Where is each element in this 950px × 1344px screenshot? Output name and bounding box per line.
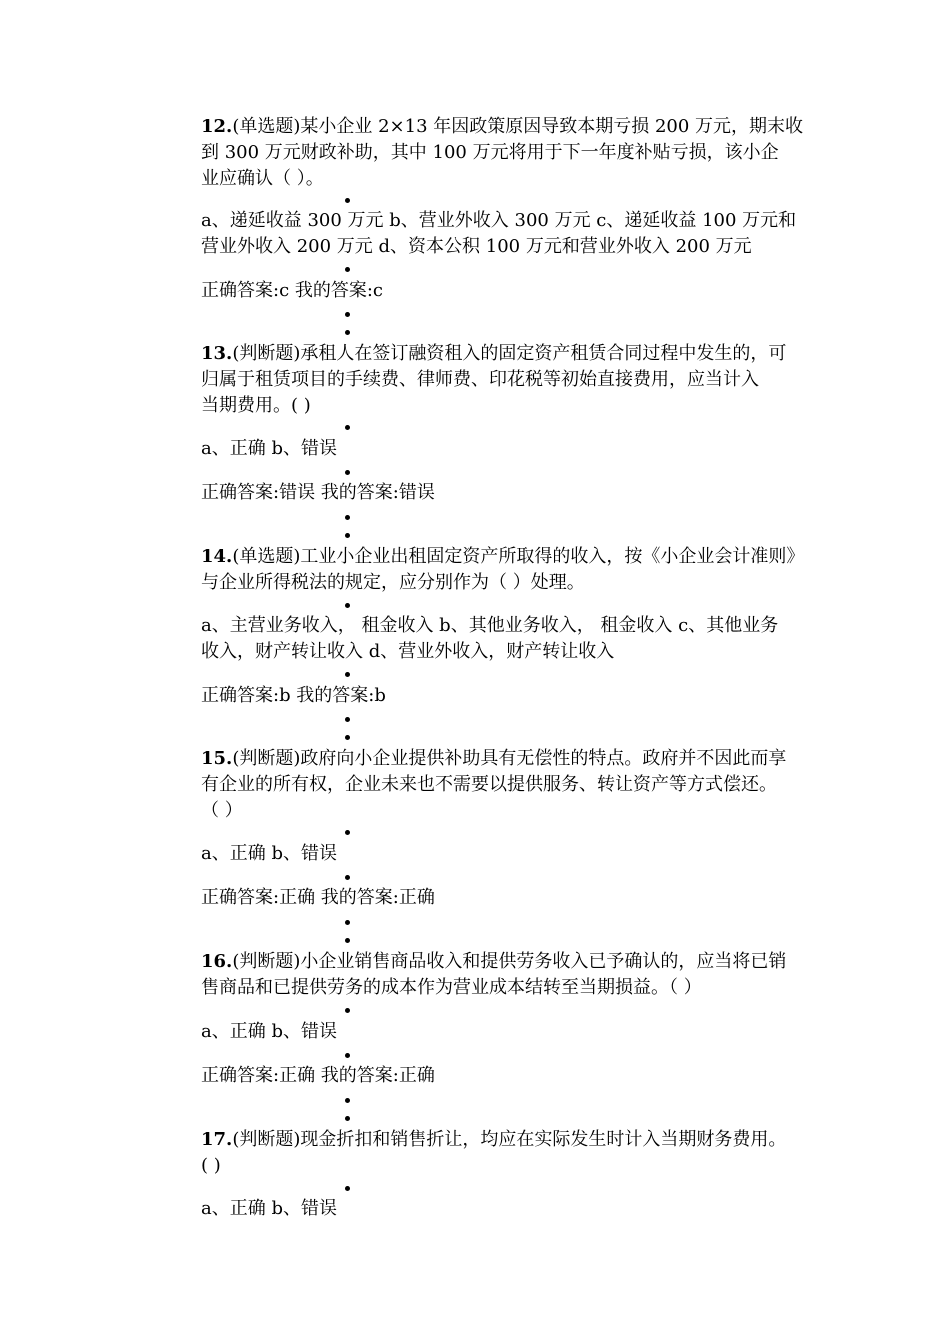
bullet-icon bbox=[345, 1008, 350, 1013]
option-line: a、主营业务收入， 租金收入 b、其他业务收入， 租金收入 c、其他业务 bbox=[201, 615, 779, 636]
question-15-options bbox=[201, 841, 815, 867]
bullet-icon bbox=[345, 470, 350, 475]
question-16-stem bbox=[201, 949, 815, 1001]
option-line: a、递延收益 300 万元 b、营业外收入 300 万元 c、递延收益 100 万元和 bbox=[201, 210, 797, 231]
stem-line: 政府向小企业提供补助具有无偿性的特点。政府并不因此而享 bbox=[300, 748, 787, 769]
question-15-stem bbox=[201, 746, 815, 824]
option-line: a、正确 b、错误 bbox=[201, 843, 337, 864]
answer-line: 正确答案:错误 我的答案:错误 bbox=[201, 482, 435, 503]
question-14-stem bbox=[201, 544, 815, 596]
question-14-answer bbox=[201, 683, 815, 709]
question-number: 12. bbox=[201, 116, 233, 137]
stem-line: 工业小企业出租固定资产所取得的收入，按《小企业会计准则》 bbox=[300, 546, 805, 567]
stem-line: 售商品和已提供劳务的成本作为营业成本结转至当期损益。（ ） bbox=[201, 977, 702, 998]
bullet-icon bbox=[345, 830, 350, 835]
bullet-icon bbox=[345, 672, 350, 677]
bullet-icon bbox=[345, 717, 350, 722]
question-type: (判断题) bbox=[232, 951, 301, 972]
question-13-stem bbox=[201, 341, 815, 419]
question-15-answer bbox=[201, 885, 815, 911]
bullet-icon bbox=[345, 938, 350, 943]
stem-line: 业应确认（ ）。 bbox=[201, 168, 324, 189]
question-12-options bbox=[201, 208, 815, 260]
bullet-icon bbox=[345, 330, 350, 335]
question-17-options bbox=[201, 1196, 815, 1222]
question-number: 17. bbox=[201, 1129, 233, 1150]
answer-line: 正确答案:正确 我的答案:正确 bbox=[201, 1065, 435, 1086]
bullet-icon bbox=[345, 425, 350, 430]
stem-line: 小企业销售商品收入和提供劳务收入已予确认的，应当将已销 bbox=[300, 951, 787, 972]
question-type: (判断题) bbox=[232, 1129, 301, 1150]
stem-line: 某小企业 2×13 年因政策原因导致本期亏损 200 万元，期末收 bbox=[300, 116, 804, 137]
question-16-answer bbox=[201, 1063, 815, 1089]
question-type: (判断题) bbox=[232, 343, 301, 364]
stem-line: 到 300 万元财政补助，其中 100 万元将用于下一年度补贴亏损，该小企 bbox=[201, 142, 779, 163]
bullet-icon bbox=[345, 1186, 350, 1191]
stem-line: 与企业所得税法的规定，应分别作为（ ）处理。 bbox=[201, 572, 585, 593]
question-12-answer bbox=[201, 278, 815, 304]
question-14-options bbox=[201, 613, 815, 665]
question-17-stem bbox=[201, 1127, 815, 1179]
question-type: (判断题) bbox=[232, 748, 301, 769]
question-number: 16. bbox=[201, 951, 233, 972]
option-line: a、正确 b、错误 bbox=[201, 438, 337, 459]
stem-line: ( ) bbox=[201, 1155, 221, 1176]
option-line: a、正确 b、错误 bbox=[201, 1021, 337, 1042]
question-number: 15. bbox=[201, 748, 233, 769]
answer-line: 正确答案:b 我的答案:b bbox=[201, 685, 386, 706]
question-number: 14. bbox=[201, 546, 233, 567]
bullet-icon bbox=[345, 1116, 350, 1121]
option-line: 收入，财产转让收入 d、营业外收入，财产转让收入 bbox=[201, 641, 615, 662]
bullet-icon bbox=[345, 198, 350, 203]
option-line: 营业外收入 200 万元 d、资本公积 100 万元和营业外收入 200 万元 bbox=[201, 236, 752, 257]
bullet-icon bbox=[345, 533, 350, 538]
bullet-icon bbox=[345, 1098, 350, 1103]
bullet-icon bbox=[345, 603, 350, 608]
question-16-options bbox=[201, 1019, 815, 1045]
question-13-options bbox=[201, 436, 815, 462]
question-type: (单选题) bbox=[232, 116, 301, 137]
question-type: (单选题) bbox=[232, 546, 301, 567]
stem-line: 现金折扣和销售折让，均应在实际发生时计入当期财务费用。 bbox=[300, 1129, 787, 1150]
answer-line: 正确答案:正确 我的答案:正确 bbox=[201, 887, 435, 908]
option-line: a、正确 b、错误 bbox=[201, 1198, 337, 1219]
question-12-stem bbox=[201, 114, 815, 192]
bullet-icon bbox=[345, 920, 350, 925]
stem-line: 当期费用。( ) bbox=[201, 395, 311, 416]
question-13-answer bbox=[201, 480, 815, 506]
bullet-icon bbox=[345, 267, 350, 272]
bullet-icon bbox=[345, 312, 350, 317]
stem-line: 归属于租赁项目的手续费、律师费、印花税等初始直接费用，应当计入 bbox=[201, 369, 759, 390]
bullet-icon bbox=[345, 515, 350, 520]
stem-line: 承租人在签订融资租入的固定资产租赁合同过程中发生的，可 bbox=[300, 343, 787, 364]
bullet-icon bbox=[345, 1053, 350, 1058]
stem-line: （ ） bbox=[201, 800, 243, 821]
bullet-icon bbox=[345, 875, 350, 880]
bullet-icon bbox=[345, 735, 350, 740]
stem-line: 有企业的所有权，企业未来也不需要以提供服务、转让资产等方式偿还。 bbox=[201, 774, 777, 795]
question-number: 13. bbox=[201, 343, 233, 364]
answer-line: 正确答案:c 我的答案:c bbox=[201, 280, 384, 301]
